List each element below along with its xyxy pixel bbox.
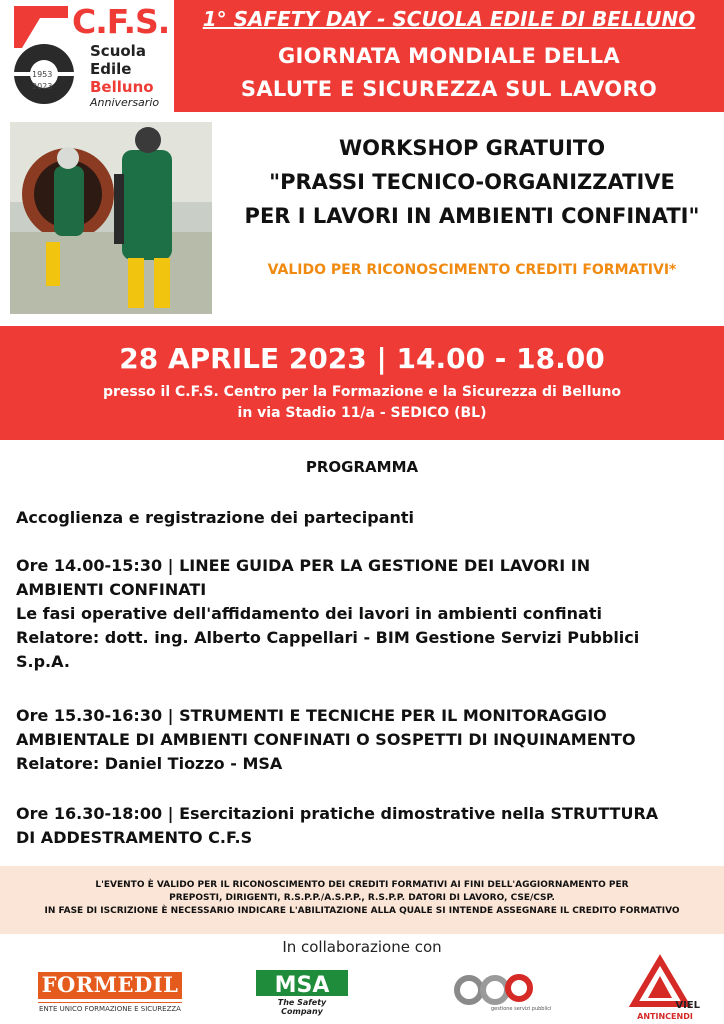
credits-notice: VALIDO PER RICONOSCIMENTO CREDITI FORMATIVI* (267, 262, 677, 278)
program-line: DI ADDESTRAMENTO C.F.S (16, 828, 253, 847)
program-line: S.p.A. (16, 652, 70, 671)
program-line: Relatore: Daniel Tiozzo - MSA (16, 754, 283, 773)
viel-subtitle: ANTINCENDI (637, 1012, 693, 1021)
formedil-subtitle: ENTE UNICO FORMAZIONE E SICUREZZA (38, 1002, 182, 1013)
program-line: Ore 16.30-18:00 | Esercitazioni pratiche dimostrative nella STRUTTURA (16, 804, 659, 823)
gsp-logo-icon (455, 968, 552, 1012)
program-line: Ore 15.30-16:30 | STRUMENTI E TECNICHE PER IL MONITORAGGIO (16, 706, 607, 725)
header-title-line1: GIORNATA MONDIALE DELLA (277, 44, 621, 68)
event-subtitle: 1° SAFETY DAY - SCUOLA EDILE DI BELLUNO (202, 7, 696, 31)
program-title: PROGRAMMA (305, 458, 419, 476)
collaboration-intro: In collaborazione con (282, 938, 442, 956)
msa-subtitle: The Safety Company (277, 998, 327, 1016)
program-line: Le fasi operative dell'affidamento dei lavori in ambienti confinati (16, 604, 602, 623)
cfs-logo (10, 4, 170, 108)
program-line: Accoglienza e registrazione dei partecipanti (16, 508, 414, 527)
formedil-logo (38, 972, 182, 1013)
program-line: AMBIENTALE DI AMBIENTI CONFINATI O SOSPETTI DI INQUINAMENTO (16, 730, 636, 749)
note-line1: L'EVENTO È VALIDO PER IL RICONOSCIMENTO DEI CREDITI FORMATIVI AI FINI DELL'AGGIORNAMENTO PER (95, 880, 629, 890)
venue-line1: presso il C.F.S. Centro per la Formazione e la Sicurezza di Belluno (102, 384, 622, 400)
event-date-time: 28 APRILE 2023 | 14.00 - 18.00 (119, 342, 605, 375)
program-line: Relatore: dott. ing. Alberto Cappellari - BIM Gestione Servizi Pubblici (16, 628, 640, 647)
program-line: AMBIENTI CONFINATI (16, 580, 207, 599)
logo-line-anniversario: Anniversario (90, 96, 160, 109)
logo-year-start: 1953 (32, 70, 53, 79)
logo-line-edile: Edile (90, 60, 132, 78)
workshop-line3: PER I LAVORI IN AMBIENTI CONFINATI" (244, 204, 700, 228)
msa-name: MSA (274, 973, 330, 998)
workshop-line1: WORKSHOP GRATUITO (338, 136, 606, 160)
logo-line-scuola: Scuola (90, 42, 146, 60)
venue-line2: in via Stadio 11/a - SEDICO (BL) (237, 405, 487, 421)
gsp-subtitle: gestione servizi pubblici (491, 1006, 552, 1012)
note-line3: IN FASE DI ISCRIZIONE È NECESSARIO INDICARE L'ABILITAZIONE ALLA QUALE SI INTENDE ASSEGNARE IL CREDITO FORMATIVO (44, 906, 680, 916)
note-line2: PREPOSTI, DIRIGENTI, R.S.P.P./A.S.P.P., R.S.P.P. DATORI DI LAVORO, CSE/CSP. (169, 893, 555, 903)
confined-space-workers-photo (10, 122, 212, 314)
header-title-line2: SALUTE E SICUREZZA SUL LAVORO (240, 77, 658, 101)
logo-line-belluno: Belluno (90, 78, 154, 96)
logo-brand: C.F.S. (72, 2, 170, 41)
logo-year-end: 2023 (32, 82, 53, 91)
formedil-name: FORMEDIL (38, 972, 182, 999)
viel-name: VIEL (675, 1000, 700, 1011)
workshop-line2: "PRASSI TECNICO-ORGANIZZATIVE (269, 170, 675, 194)
program-line: Ore 14.00-15:30 | LINEE GUIDA PER LA GESTIONE DEI LAVORI IN (16, 556, 591, 575)
